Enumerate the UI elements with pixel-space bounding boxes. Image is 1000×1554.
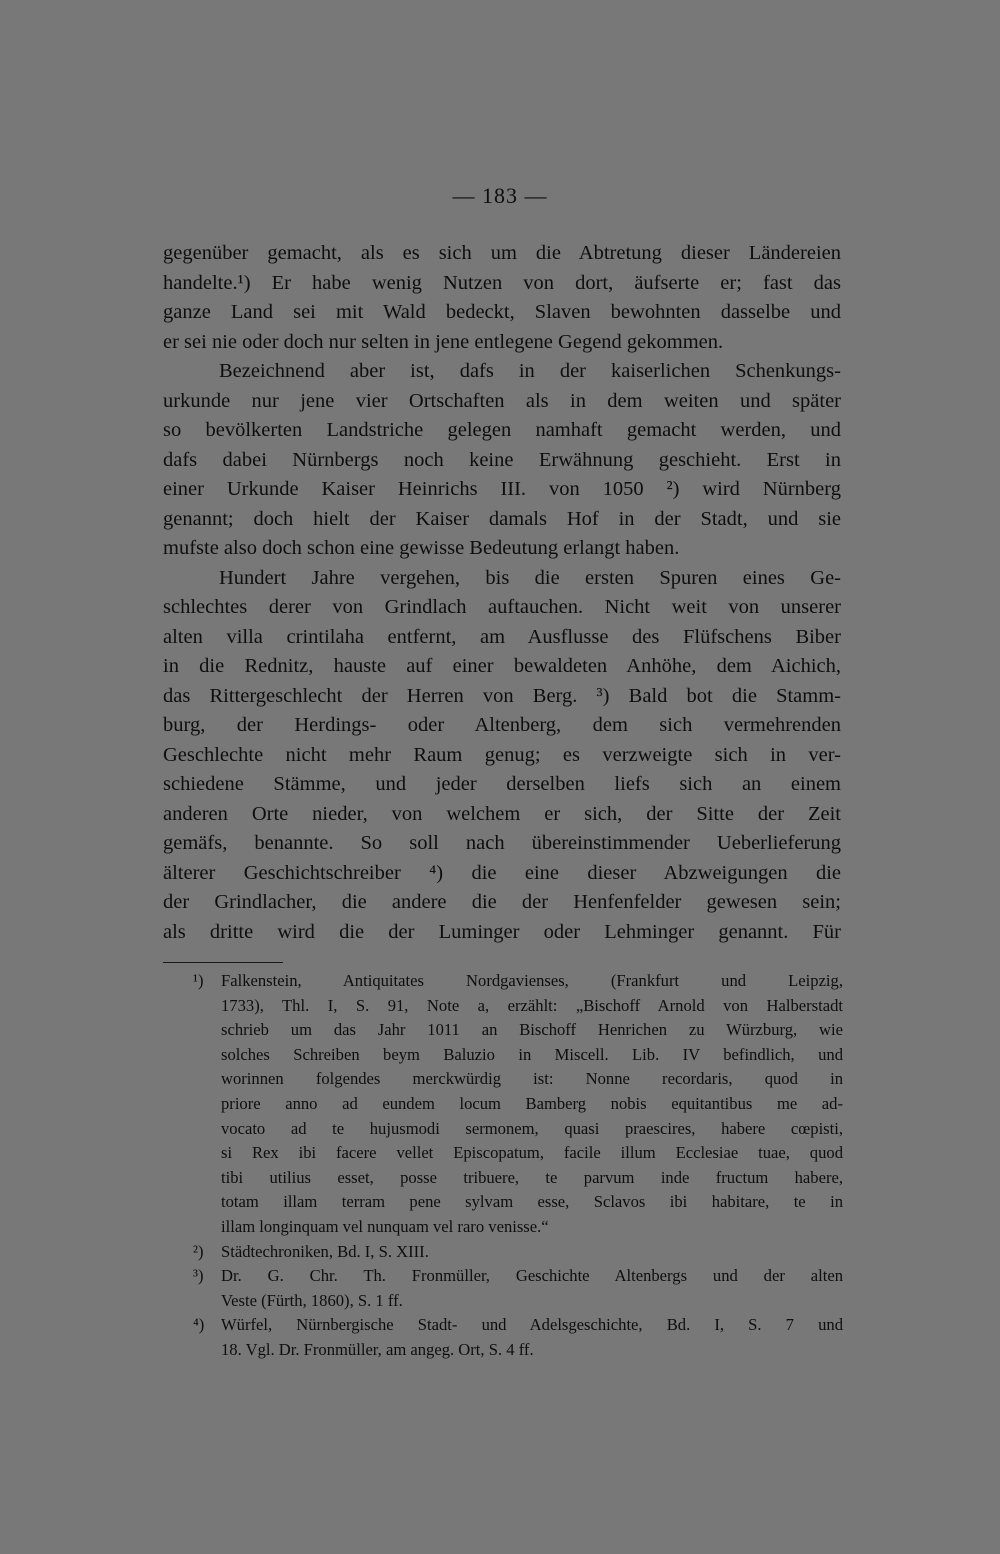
footnote-1 — [193, 969, 843, 1240]
text-line: Hundert Jahre vergehen, bis die ersten Spuren eines Ge- — [219, 566, 841, 589]
footnote-line: worinnen folgendes merckwürdig ist: Nonne recordaris, quod in — [221, 1069, 843, 1089]
footnote-line: totam illam terram pene sylvam esse, Sclavos ibi habitare, te in — [221, 1192, 843, 1212]
footnote-line: vocato ad te hujusmodi sermonem, quasi praescires, habere cœpisti, — [221, 1118, 843, 1138]
footnote-3 — [193, 1264, 843, 1313]
footnote-line — [193, 1264, 843, 1289]
footnote-marker: ⁴) — [193, 1315, 205, 1335]
text-line: alten villa crintilaha entfernt, am Ausflusse des Flüfschens Biber — [163, 625, 841, 648]
text-line: der Grindlacher, die andere die der Henfenfelder gewesen sein; — [163, 891, 841, 913]
text-line: er sei nie oder doch nur selten in jene entlegene Gegend gekommen. — [163, 330, 724, 353]
footnote-text: Dr. G. Chr. Th. Fronmüller, Geschichte Altenbergs und der alten — [221, 1266, 843, 1286]
text-line: einer Urkunde Kaiser Heinrichs III. von 1050 ²) wird Nürnberg — [163, 478, 841, 500]
page-number: — 183 — — [452, 183, 548, 208]
footnote-marker: ¹) — [193, 971, 204, 990]
text-line: in die Rednitz, hauste auf einer bewaldeten Anhöhe, dem Aichich, — [163, 655, 841, 677]
footnote-4 — [193, 1313, 843, 1362]
footnote-separator — [163, 962, 283, 963]
footnote-line: 18. Vgl. Dr. Fronmüller, am angeg. Ort, S. 4 ff. — [221, 1339, 534, 1359]
footnote-line: solches Schreiben beym Baluzio in Miscell. Lib. IV befindlich, und — [221, 1044, 843, 1064]
footnote-text: Falkenstein, Antiquitates Nordgavienses, (Frankfurt und Leipzig, — [221, 971, 843, 990]
text-line: als dritte wird die der Luminger oder Lehminger genannt. Für — [163, 920, 841, 943]
text-line: burg, der Herdings- oder Altenberg, dem sich vermehrenden — [163, 714, 841, 736]
footnote-line: schrieb um das Jahr 1011 an Bischoff Henrichen zu Würzburg, wie — [221, 1020, 843, 1040]
footnote-line: Veste (Fürth, 1860), S. 1 ff. — [221, 1290, 403, 1310]
footnote-2 — [193, 1240, 843, 1265]
footnote-text: Würfel, Nürnbergische Stadt- und Adelsgeschichte, Bd. I, S. 7 und — [221, 1315, 843, 1335]
text-line: anderen Orte nieder, von welchem er sich, der Sitte der Zeit — [163, 802, 841, 825]
footnotes — [193, 969, 843, 1363]
text-line: gemäfs, benannte. So soll nach übereinstimmender Ueberlieferung — [163, 832, 841, 854]
text-line: so bevölkerten Landstriche gelegen namhaft gemacht werden, und — [163, 419, 841, 441]
text-line: dafs dabei Nürnbergs noch keine Erwähnung geschieht. Erst in — [163, 448, 841, 471]
text-line: urkunde nur jene vier Ortschaften als in dem weiten und später — [163, 389, 841, 412]
text-line: ganze Land sei mit Wald bedeckt, Slaven bewohnten dasselbe und — [163, 301, 841, 323]
text-line: Bezeichnend aber ist, dafs in der kaiserlichen Schenkungs- — [219, 360, 841, 382]
footnote-marker: ³) — [193, 1266, 204, 1286]
text-line: mufste also doch schon eine gewisse Bedeutung erlangt haben. — [163, 537, 680, 559]
text-line: älterer Geschichtschreiber ⁴) die eine dieser Abzweigungen die — [163, 861, 841, 884]
footnote-line: si Rex ibi facere vellet Episcopatum, facile illum Ecclesiae tuae, quod — [221, 1143, 843, 1163]
text-line: handelte.¹) Er habe wenig Nutzen von dort, äufserte er; fast das — [163, 271, 841, 294]
footnote-line: priore anno ad eundem locum Bamberg nobis equitantibus me ad- — [221, 1093, 843, 1113]
text-line: schiedene Stämme, und jeder derselben liefs sich an einem — [163, 773, 841, 795]
footnote-marker: ²) — [193, 1241, 204, 1261]
footnote-line — [193, 1240, 843, 1265]
text-line: genannt; doch hielt der Kaiser damals Hof in der Stadt, und sie — [163, 507, 841, 530]
main-text — [163, 239, 841, 947]
footnote-text: Städtechroniken, Bd. I, S. XIII. — [221, 1241, 429, 1261]
footnote-line: tibi utilius esset, posse tribuere, te parvum inde fructum habere, — [221, 1167, 843, 1187]
footnote-line: illam longinquam vel nunquam vel raro venisse.“ — [221, 1216, 549, 1236]
text-line: gegenüber gemacht, als es sich um die Abtretung dieser Ländereien — [163, 242, 841, 264]
text-line: schlechtes derer von Grindlach auftauchen. Nicht weit von unserer — [163, 596, 841, 618]
footnote-line — [193, 1313, 843, 1338]
footnote-line: 1733), Thl. I, S. 91, Note a, erzählt: „Bischoff Arnold von Halberstadt — [221, 995, 843, 1015]
text-line: das Rittergeschlecht der Herren von Berg. ³) Bald bot die Stamm- — [163, 684, 841, 707]
footnote-line — [193, 969, 843, 994]
text-line: Geschlechte nicht mehr Raum genug; es verzweigte sich in ver- — [163, 743, 841, 766]
